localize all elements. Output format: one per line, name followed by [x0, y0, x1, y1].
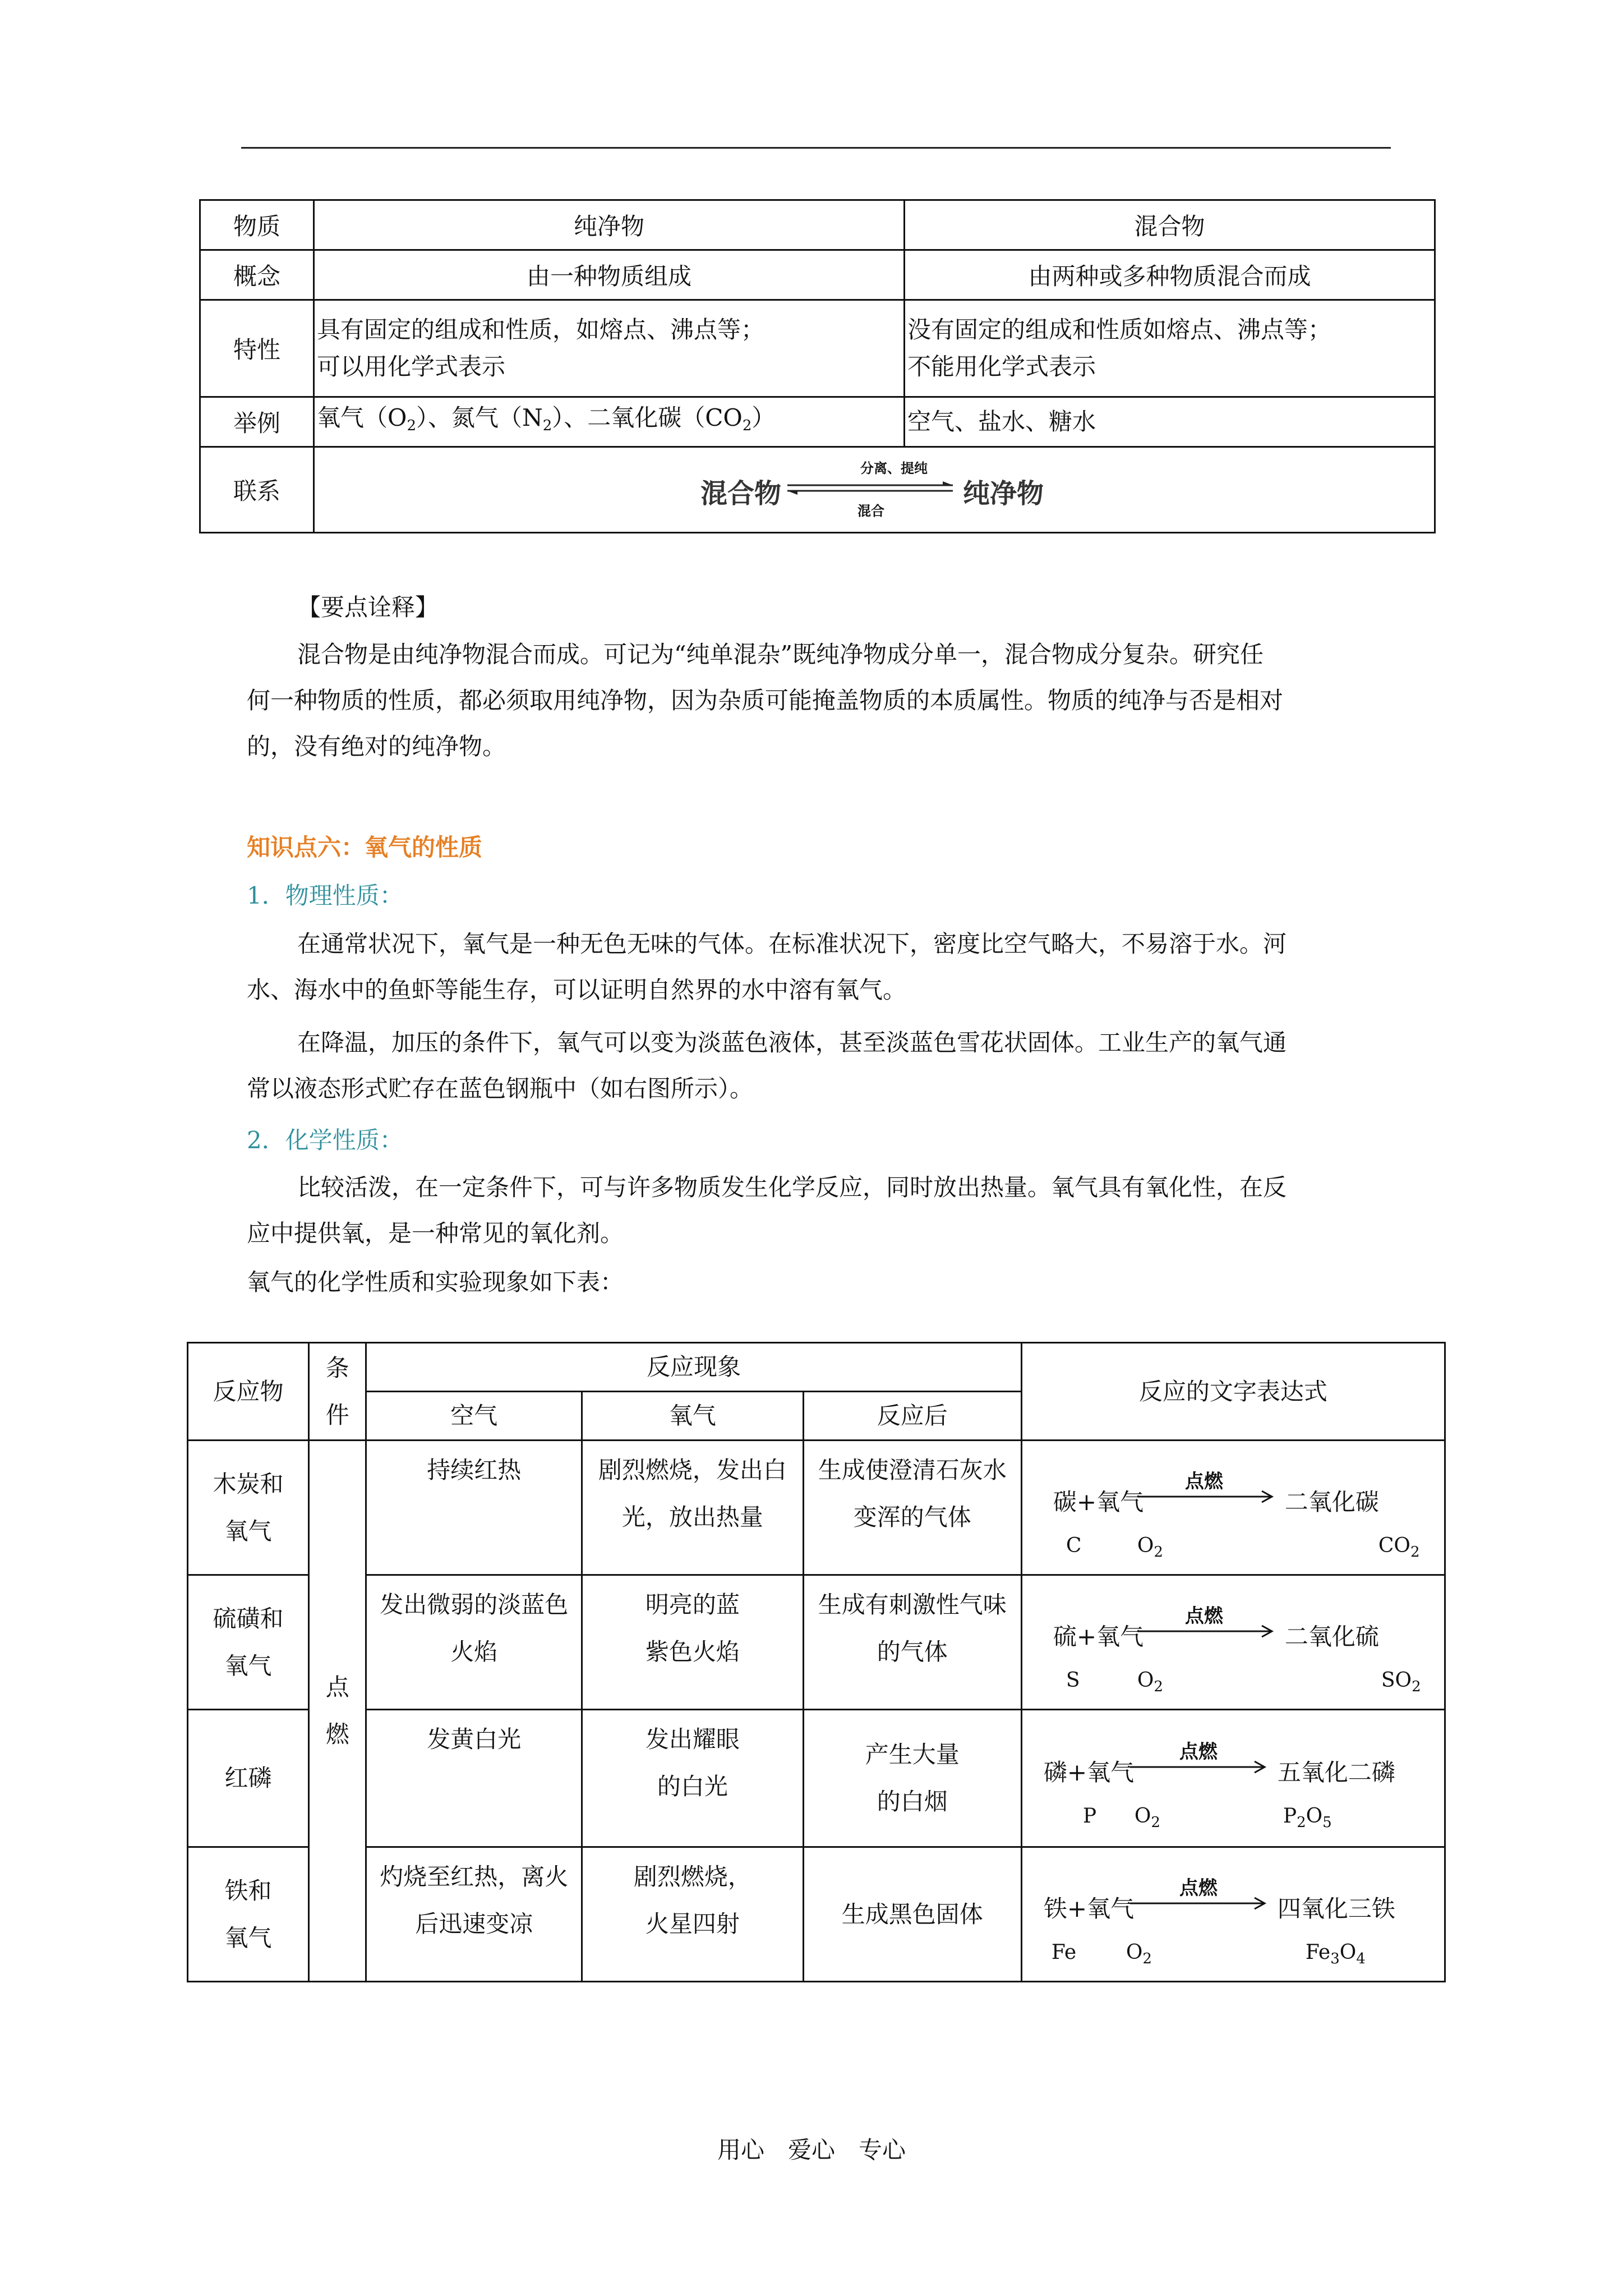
table-row	[200, 200, 1435, 250]
symbol-text: O	[1134, 1805, 1151, 1828]
cell-line: 后迅速变凉	[415, 1910, 533, 1938]
header-cell: 氧气	[582, 1392, 804, 1441]
header-cell: 反应的文字表达式	[1021, 1343, 1445, 1441]
subsection-heading: 2．化学性质：	[247, 1126, 403, 1154]
header-rule	[241, 147, 1391, 149]
subscript: 2	[1142, 1950, 1152, 1967]
formula-symbol: C	[1066, 1534, 1082, 1557]
arrow-icon	[1130, 1883, 1270, 1916]
relation-left-term: 混合物	[700, 478, 782, 509]
table-cell: 由一种物质组成	[314, 250, 905, 300]
table-row	[188, 1847, 1445, 1982]
header-text: 条	[325, 1354, 349, 1382]
formula-symbol	[1135, 1805, 1160, 1831]
paragraph-line: 在通常状况下，氧气是一种无色无味的气体。在标准状况下，密度比空气略大，不易溶于水。河	[297, 930, 1287, 958]
row-label: 举例	[200, 397, 314, 447]
table-cell	[803, 1575, 1021, 1710]
table-cell	[582, 1710, 804, 1847]
formula-cell	[1021, 1847, 1445, 1982]
cell-line: 可以用化学式表示	[317, 353, 506, 380]
equation-product: 四氧化三铁	[1277, 1894, 1395, 1922]
formula-cell	[1021, 1441, 1445, 1575]
header-cell: 反应物	[188, 1343, 309, 1441]
subscript: 2	[407, 417, 416, 434]
equation-reactants: 硫+氧气	[1053, 1622, 1144, 1650]
cell-line: 的白烟	[877, 1788, 948, 1815]
subscript: 2	[1154, 1678, 1163, 1695]
table-cell	[905, 300, 1435, 397]
symbol-text: O	[1339, 1940, 1357, 1964]
word-equation	[1022, 1578, 1444, 1707]
equation-reactants: 铁+氧气	[1043, 1894, 1135, 1922]
cell-line: 灼烧至红热，离火	[380, 1863, 569, 1890]
row-label: 特性	[200, 300, 314, 397]
formula-symbol: S	[1066, 1668, 1080, 1692]
cell-line: 生成使澄清石灰水	[818, 1456, 1007, 1484]
cell-line: 不能用化学式表示	[907, 353, 1096, 380]
reactant-cell	[188, 1575, 309, 1710]
formula-symbol	[1378, 1534, 1420, 1561]
symbol-text: CO	[1378, 1534, 1410, 1557]
header-text: 件	[325, 1401, 349, 1429]
table-cell	[803, 1441, 1021, 1575]
word-equation	[1022, 1443, 1444, 1572]
table-header-row	[188, 1343, 1445, 1392]
arrow-label: 点燃	[1179, 1876, 1218, 1899]
relation-bottom-label: 混合	[857, 503, 884, 519]
cell-line: 氧气	[224, 1651, 272, 1680]
row-label: 联系	[200, 447, 314, 533]
formula-symbol	[1126, 1941, 1152, 1967]
symbol-text: O	[1137, 1668, 1154, 1692]
comparison-table	[199, 199, 1436, 533]
cell-line: 发出耀眼	[645, 1726, 740, 1753]
reactant-cell	[188, 1847, 309, 1982]
cell-line: 的白光	[657, 1773, 728, 1800]
table-cell	[582, 1575, 804, 1710]
symbol-text: O	[1137, 1534, 1154, 1557]
subscript: 3	[1330, 1950, 1340, 1967]
word-equation	[1022, 1714, 1444, 1843]
formula-symbol	[1137, 1534, 1163, 1561]
table-row	[200, 250, 1435, 300]
header-cell: 物质	[200, 200, 314, 250]
cell-line: 的气体	[877, 1638, 948, 1665]
arrow-icon	[1137, 1611, 1278, 1644]
symbol-text: P	[1283, 1805, 1297, 1828]
subscript: 2	[1297, 1814, 1306, 1831]
double-arrow-icon	[785, 480, 958, 496]
cell-line: 变浑的气体	[853, 1503, 971, 1531]
cell-line: 没有固定的组成和性质如熔点、沸点等；	[907, 316, 1332, 343]
equation-reactants: 磷+氧气	[1043, 1759, 1135, 1786]
notes-line: 何一种物质的性质，都必须取用纯净物，因为杂质可能掩盖物质的本质属性。物质的纯净与否是相对	[247, 687, 1284, 714]
table-cell	[314, 397, 905, 447]
example-text: ）、氮气（N	[416, 404, 543, 431]
table-row	[188, 1710, 1445, 1847]
paragraph-line: 在降温，加压的条件下，氧气可以变为淡蓝色液体，甚至淡蓝色雪花状固体。工业生产的氧气通	[297, 1029, 1287, 1056]
formula-cell	[1021, 1710, 1445, 1847]
table-row	[200, 397, 1435, 447]
table-cell	[582, 1441, 804, 1575]
equation-product: 二氧化碳	[1284, 1488, 1379, 1516]
header-cell	[309, 1343, 366, 1441]
subscript: 2	[742, 417, 752, 434]
table-cell: 生成黑色固体	[803, 1847, 1021, 1982]
cell-line: 剧烈燃烧，	[633, 1863, 751, 1890]
relation-diagram	[700, 456, 1059, 523]
table-cell	[314, 300, 905, 397]
cell-line: 氧气	[224, 1924, 272, 1952]
equation-reactants: 碳+氧气	[1053, 1488, 1144, 1516]
formula-symbol: P	[1082, 1805, 1097, 1828]
table-cell	[803, 1710, 1021, 1847]
table-row	[188, 1575, 1445, 1710]
cell-line: 硫磺和	[213, 1604, 284, 1632]
table-row	[188, 1441, 1445, 1575]
example-text: 氧气（O	[317, 404, 407, 431]
arrow-icon	[1137, 1476, 1278, 1510]
condition-cell	[309, 1441, 366, 1982]
notes-title: 【要点诠释】	[297, 593, 439, 621]
formula-cell	[1021, 1575, 1445, 1710]
relation-right-term: 纯净物	[963, 478, 1044, 509]
notes-line: 混合物是由纯净物混合而成。可记为“纯单混杂”既纯净物成分单一，混合物成分复杂。研究任	[297, 641, 1264, 668]
reactant-cell	[188, 1441, 309, 1575]
formula-symbol	[1381, 1669, 1421, 1695]
cell-line: 发出微弱的淡蓝色	[380, 1591, 569, 1618]
cell-line: 具有固定的组成和性质，如熔点、沸点等；	[317, 316, 765, 343]
relation-cell	[314, 447, 1435, 533]
header-cell: 反应现象	[366, 1343, 1021, 1392]
subsection-heading: 1．物理性质：	[247, 882, 403, 909]
table-row	[200, 447, 1435, 533]
cell-line: 生成有刺激性气味	[818, 1591, 1007, 1618]
table-intro: 氧气的化学性质和实验现象如下表：	[247, 1268, 624, 1296]
example-text: ）、二氧化碳（CO	[552, 404, 743, 431]
paragraph-line: 常以液态形式贮存在蓝色钢瓶中（如右图所示）。	[247, 1075, 754, 1102]
paragraph-line: 比较活泼，在一定条件下，可与许多物质发生化学反应，同时放出热量。氧气具有氧化性，在反	[297, 1174, 1287, 1201]
table-cell	[582, 1847, 804, 1982]
header-cell: 混合物	[905, 200, 1435, 250]
table-row	[200, 300, 1435, 397]
formula-symbol	[1306, 1941, 1366, 1967]
condition-text: 点	[325, 1673, 349, 1701]
subscript: 5	[1322, 1814, 1332, 1831]
equation-product: 二氧化硫	[1284, 1622, 1379, 1650]
condition-text: 燃	[325, 1720, 349, 1748]
cell-line: 铁和	[224, 1876, 272, 1904]
subscript: 2	[1410, 1543, 1420, 1561]
subscript: 2	[542, 417, 552, 434]
paragraph-line: 应中提供氧，是一种常见的氧化剂。	[247, 1220, 624, 1247]
symbol-text: O	[1126, 1940, 1143, 1964]
symbol-text: Fe	[1305, 1940, 1331, 1964]
arrow-label: 点燃	[1184, 1470, 1223, 1493]
table-cell: 持续红热	[366, 1441, 582, 1575]
cell-line: 木炭和	[213, 1470, 284, 1498]
header-cell: 反应后	[803, 1392, 1021, 1441]
notes-line: 的，没有绝对的纯净物。	[247, 733, 506, 760]
table-cell: 发黄白光	[366, 1710, 582, 1847]
cell-line: 火焰	[450, 1638, 498, 1665]
cell-line: 明亮的蓝	[645, 1591, 740, 1618]
arrow-label: 点燃	[1179, 1741, 1218, 1763]
paragraph-line: 水、海水中的鱼虾等能生存，可以证明自然界的水中溶有氧气。	[247, 976, 907, 1004]
cell-line: 氧气	[224, 1517, 272, 1545]
arrow-icon	[1130, 1746, 1270, 1780]
formula-symbol: Fe	[1051, 1940, 1077, 1964]
arrow-label: 点燃	[1184, 1604, 1223, 1627]
cell-line: 剧烈燃烧，发出白	[598, 1456, 787, 1484]
formula-symbol	[1283, 1805, 1332, 1831]
cell-line: 紫色火焰	[645, 1638, 740, 1665]
page-footer: 用心 爱心 专心	[717, 2136, 906, 2164]
table-cell	[366, 1847, 582, 1982]
reactant-cell: 红磷	[188, 1710, 309, 1847]
table-cell: 空气、盐水、糖水	[905, 397, 1435, 447]
subscript: 2	[1154, 1543, 1163, 1561]
relation-top-label: 分离、提纯	[860, 460, 928, 476]
example-text: ）	[751, 404, 776, 431]
table-cell: 由两种或多种物质混合而成	[905, 250, 1435, 300]
word-equation	[1022, 1850, 1444, 1979]
cell-line: 产生大量	[865, 1741, 960, 1768]
subscript: 2	[1412, 1678, 1421, 1695]
subscript: 2	[1151, 1814, 1160, 1831]
symbol-text: SO	[1381, 1668, 1412, 1692]
cell-line: 光，放出热量	[621, 1503, 763, 1531]
subscript: 4	[1356, 1950, 1366, 1967]
section-heading: 知识点六：氧气的性质	[247, 834, 483, 861]
table-cell	[366, 1575, 582, 1710]
header-cell: 空气	[366, 1392, 582, 1441]
symbol-text: O	[1306, 1805, 1323, 1828]
cell-line: 火星四射	[645, 1910, 740, 1938]
equation-product: 五氧化二磷	[1277, 1759, 1395, 1786]
row-label: 概念	[200, 250, 314, 300]
reaction-table	[187, 1342, 1446, 1982]
header-cell: 纯净物	[314, 200, 905, 250]
formula-symbol	[1137, 1669, 1163, 1695]
